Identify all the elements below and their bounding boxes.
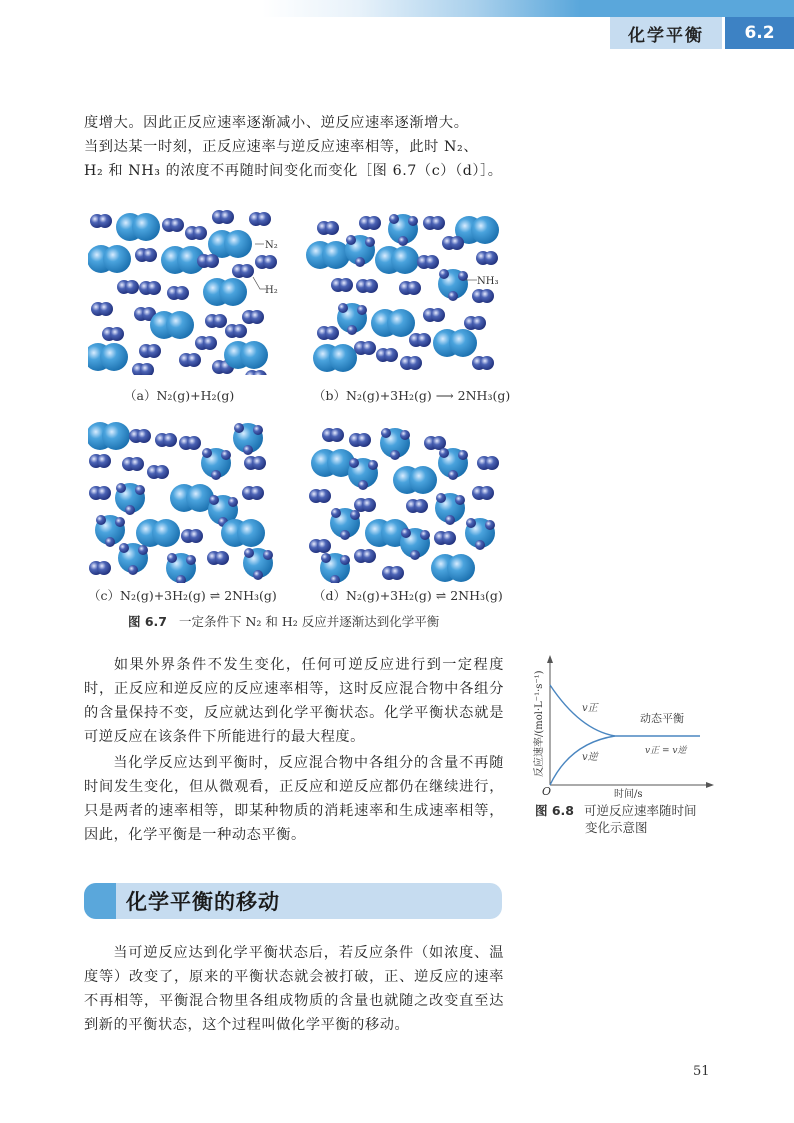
equilibrium-label: 动态平衡 <box>640 712 684 725</box>
caption-line: 可逆反应速率随时间 <box>584 803 697 818</box>
molecule-illustration-c <box>88 418 298 583</box>
section-heading-accent <box>84 883 116 919</box>
page-number: 51 <box>693 1064 710 1079</box>
molecule-illustration-a <box>88 205 298 375</box>
paragraph-text: 当可逆反应达到化学平衡状态后，若反应条件（如浓度、温度等）改变了，原来的平衡状态就会被打破，正、逆反应的速率不再相等，平衡混合物里各组成物质的含量也就随之改变直至达到新的平衡状态，这个过程叫做化学平衡的移动。 <box>84 945 504 1033</box>
section-title: 化学平衡的移动 <box>126 890 280 914</box>
figure-6-8-caption <box>535 802 697 836</box>
molecule-illustration-d <box>305 418 515 583</box>
callout-h2: H₂ <box>265 285 278 296</box>
panel-c-caption: （c）N₂(g)+3H₂(g) ⇌ 2NH₃(g) <box>88 588 277 603</box>
panel-b-caption: （b）N₂(g)+3H₂(g) ⟶ 2NH₃(g) <box>313 388 511 403</box>
figure-number: 图 6.7 <box>128 614 167 629</box>
section-number-tab: 6.2 <box>725 17 794 49</box>
text-line: 度增大。因此正反应速率逐渐减小、逆反应速率逐渐增大。 <box>84 115 469 131</box>
figure-6-7-panel-d <box>305 418 515 583</box>
text-line: H₂ 和 NH₃ 的浓度不再随时间变化而变化［图 6.7（c）（d）］。 <box>84 163 503 179</box>
figure-6-7-panel-b <box>305 205 515 375</box>
paragraph-text: 如果外界条件不发生变化，任何可逆反应进行到一定程度时，正反应和逆反应的反应速率相等，这时反应混合物中各组分的含量保持不变，反应就达到化学平衡状态。化学平衡状态就是可逆反应在该条件下所能进行的最大程度。 <box>84 657 504 745</box>
rate-time-plot <box>530 655 720 800</box>
callout-n2: N₂ <box>265 240 278 251</box>
paragraph-dynamic-equilibrium <box>84 751 504 847</box>
figure-6-7-panel-a <box>88 205 298 375</box>
molecule-illustration-b <box>305 205 515 375</box>
paragraph-equilibrium-shift <box>84 941 504 1037</box>
paragraph-equilibrium-definition <box>84 653 504 749</box>
figure-6-7-caption <box>128 612 439 630</box>
text-line: 当到达某一时刻，正反应速率与逆反应速率相等，此时 N₂、 <box>84 139 479 155</box>
reverse-rate-label: v逆 <box>582 752 598 763</box>
origin-label: O <box>542 785 552 798</box>
figure-number: 图 6.8 <box>535 803 574 818</box>
x-axis-label: 时间/s <box>614 789 643 800</box>
callout-nh3: NH₃ <box>477 276 499 287</box>
caption-line: 变化示意图 <box>585 820 648 835</box>
header-band <box>0 0 794 17</box>
paragraph-text: 当化学反应达到平衡时，反应混合物中各组分的含量不再随时间发生变化，但从微观看，正反应和逆反应都仍在继续进行，只是两者的速率相等，即某种物质的消耗速率和生成速率相等，因此，化学平衡是一种动态平衡。 <box>84 755 504 843</box>
chapter-title-tab: 化学平衡 <box>610 17 722 49</box>
equality-label: v正 = v逆 <box>645 746 687 756</box>
figure-caption-text: 一定条件下 N₂ 和 H₂ 反应并逐渐达到化学平衡 <box>179 614 440 629</box>
section-heading <box>84 883 502 919</box>
forward-rate-label: v正 <box>582 703 598 714</box>
panel-a-caption: （a）N₂(g)+H₂(g) <box>124 388 235 403</box>
figure-6-7-panel-c <box>88 418 298 583</box>
y-axis-label: 反应速率/(mol·L⁻¹·s⁻¹) <box>534 670 545 777</box>
paragraph-intro <box>84 111 504 183</box>
figure-6-8-rate-chart <box>530 655 720 800</box>
panel-d-caption: （d）N₂(g)+3H₂(g) ⇌ 2NH₃(g) <box>313 588 503 603</box>
